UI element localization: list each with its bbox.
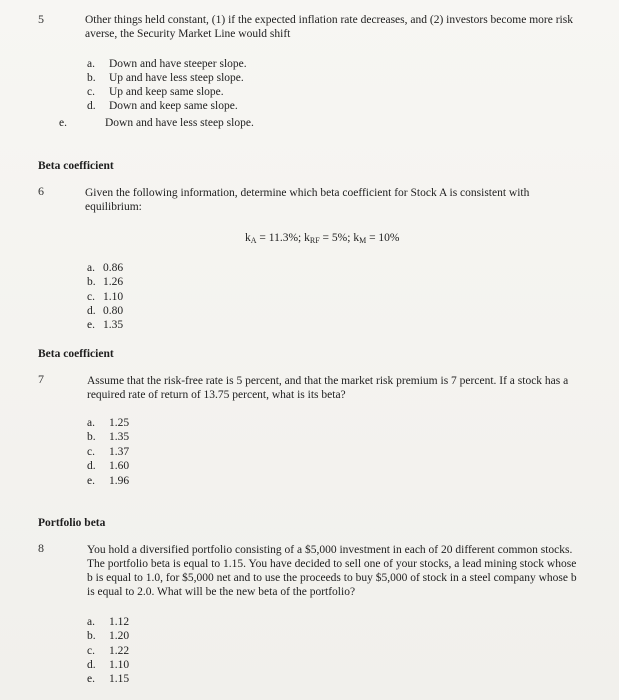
q6-option-d-text: 0.80 <box>103 305 124 317</box>
q7-option-d-text: 1.60 <box>109 460 130 472</box>
q6-option-a <box>87 261 123 276</box>
formula-k-a: k <box>245 232 251 244</box>
q6-number: 6 <box>38 184 44 198</box>
q6-option-b <box>87 275 123 290</box>
q6-option-e-text: 1.35 <box>103 319 124 331</box>
q8-text: You hold a diversified portfolio consisting of a $5,000 investment in each of 20 different common stocks. The portfolio beta is equal to 1.15. You have decided to sell one of your stocks, a lead mining stock whose b is equal to 1.0, for $5,000 net and to use the proceeds to buy $5,000 of stock in a steel company whose b is equal to 2.0. What will be the new beta of the portfolio? <box>87 544 577 598</box>
q8-option-a <box>87 615 129 630</box>
q7-option-d-letter: d. <box>87 460 96 472</box>
q5-option-c-letter: c. <box>87 86 95 98</box>
q6-option-d <box>87 304 123 319</box>
q8-option-e <box>87 672 129 687</box>
q5-option-a-letter: a. <box>87 58 95 70</box>
q7-option-b <box>87 430 129 445</box>
q8-option-a-text: 1.12 <box>109 616 130 628</box>
q7-number: 7 <box>38 372 44 386</box>
q7-option-e <box>87 474 129 489</box>
q5-option-a <box>87 57 247 72</box>
q8-option-e-letter: e. <box>87 673 95 685</box>
q7-option-e-text: 1.96 <box>109 475 130 487</box>
q7-option-c <box>87 445 129 460</box>
formula-sub-a: A <box>250 236 257 245</box>
formula-val-m: = 10% <box>366 232 400 244</box>
q5-option-e-letter: e. <box>59 117 67 129</box>
q7-option-e-letter: e. <box>87 475 95 487</box>
q6-option-a-letter: a. <box>87 262 95 274</box>
formula-val-a: = 11.3%; <box>256 232 305 244</box>
q8-option-d-text: 1.10 <box>109 659 130 671</box>
q6-option-c <box>87 290 123 305</box>
q8-option-c-letter: c. <box>87 645 95 657</box>
q6-option-e <box>87 318 123 333</box>
q7-option-b-letter: b. <box>87 431 96 443</box>
q8-option-a-letter: a. <box>87 616 95 628</box>
q8-heading: Portfolio beta <box>38 517 106 529</box>
q6-text: Given the following information, determine which beta coefficient for Stock A is consistent with equilibrium: <box>85 187 530 213</box>
q8-option-c <box>87 644 129 659</box>
formula-k-m: k <box>353 232 360 244</box>
q6-option-b-text: 1.26 <box>103 276 124 288</box>
q8-option-b-text: 1.20 <box>109 630 130 642</box>
q6-option-a-text: 0.86 <box>103 262 124 274</box>
q5-option-c <box>87 85 224 100</box>
q8-option-b-letter: b. <box>87 630 96 642</box>
formula-sub-m: M <box>359 236 367 245</box>
q6-option-c-letter: c. <box>87 291 95 303</box>
q7-option-d <box>87 459 129 474</box>
q6-option-e-letter: e. <box>87 319 95 331</box>
q5-option-d-text: Down and keep same slope. <box>109 100 238 112</box>
formula-val-rf: = 5%; <box>319 232 354 244</box>
q6-option-d-letter: d. <box>87 305 96 317</box>
q5-option-d-letter: d. <box>87 100 96 112</box>
formula-sub-rf: RF <box>309 236 320 245</box>
q5-option-e-text: Down and have less steep slope. <box>105 117 254 129</box>
q5-option-e <box>59 116 254 131</box>
q6-formula <box>245 232 400 245</box>
formula-k-rf: k <box>304 232 310 244</box>
q5-text: Other things held constant, (1) if the expected inflation rate decreases, and (2) investors become more risk averse, the Security Market Line would shift <box>85 14 573 40</box>
q8-option-e-text: 1.15 <box>109 673 130 685</box>
q8-option-d-letter: d. <box>87 659 96 671</box>
q6-option-c-text: 1.10 <box>103 291 124 303</box>
q7-option-c-letter: c. <box>87 446 95 458</box>
q5-option-d <box>87 99 238 114</box>
q8-option-c-text: 1.22 <box>109 645 130 657</box>
q8-option-d <box>87 658 129 673</box>
q7-option-c-text: 1.37 <box>109 446 130 458</box>
q6-heading: Beta coefficient <box>38 160 114 172</box>
q7-option-a-text: 1.25 <box>109 417 130 429</box>
q8-option-b <box>87 629 129 644</box>
q5-number: 5 <box>38 12 44 26</box>
q5-option-b-text: Up and have less steep slope. <box>109 72 244 84</box>
q6-option-b-letter: b. <box>87 276 96 288</box>
q5-option-b <box>87 71 244 86</box>
q5-option-b-letter: b. <box>87 72 96 84</box>
q7-option-a <box>87 416 129 431</box>
q7-text: Assume that the risk-free rate is 5 percent, and that the market risk premium is 7 percent. If a stock has a required rate of return of 13.75 percent, what is its beta? <box>87 375 569 401</box>
q8-number: 8 <box>38 541 44 555</box>
q5-option-a-text: Down and have steeper slope. <box>109 58 247 70</box>
q7-option-b-text: 1.35 <box>109 431 130 443</box>
q7-heading: Beta coefficient <box>38 348 114 360</box>
q7-option-a-letter: a. <box>87 417 95 429</box>
q5-option-c-text: Up and keep same slope. <box>109 86 224 98</box>
